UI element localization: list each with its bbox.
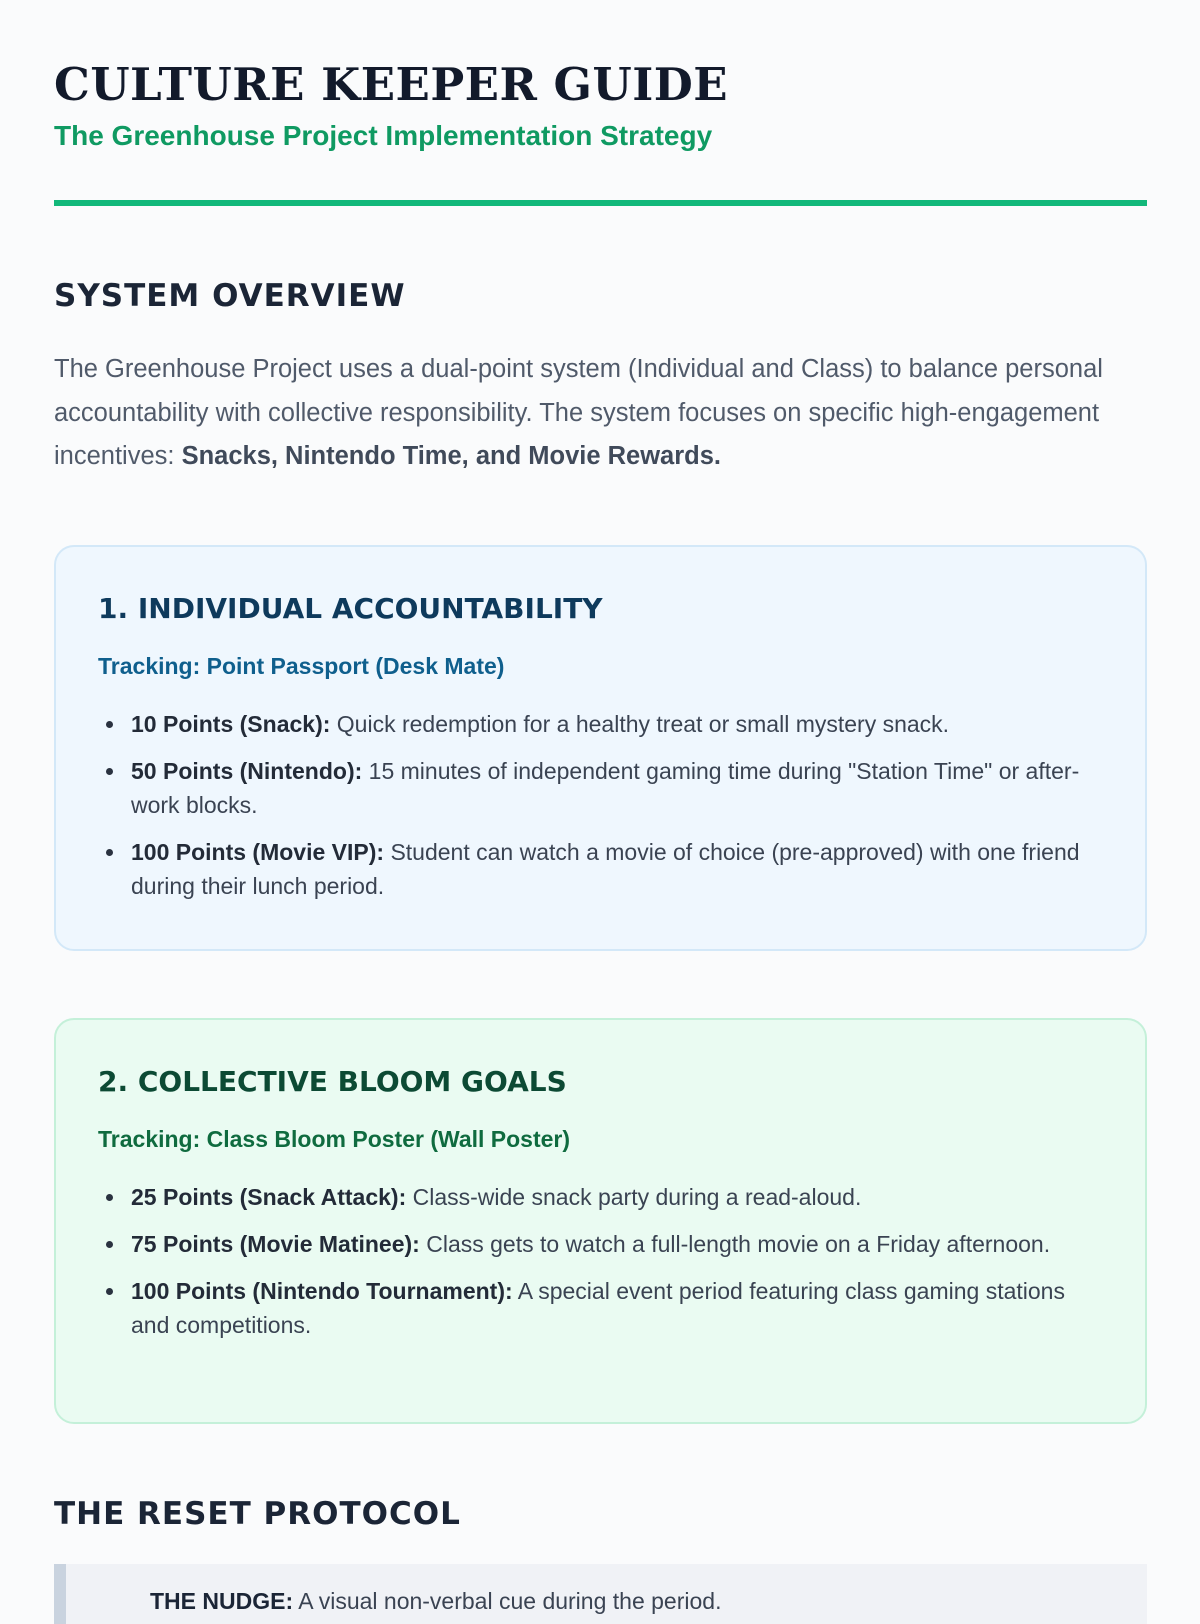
reward-points-label: 100 Points (Nintendo Tournament): xyxy=(131,1278,513,1304)
reward-description: Class-wide snack party during a read-aloud. xyxy=(406,1184,862,1210)
list-item xyxy=(98,754,1103,822)
individual-card-title: 1. INDIVIDUAL ACCOUNTABILITY xyxy=(98,592,603,625)
system-overview-paragraph xyxy=(54,348,1147,479)
overview-highlight: Snacks, Nintendo Time, and Movie Rewards. xyxy=(181,442,721,470)
collective-tracking-label: Tracking: Class Bloom Poster (Wall Poster) xyxy=(98,1126,571,1152)
collective-reward-list xyxy=(98,1180,1103,1342)
overview-body-text: The Greenhouse Project uses a dual-point system (Individual and Class) to balance personal accountability with collective responsibility. The system focuses on specific high-engagement incentives: xyxy=(54,355,1103,470)
reset-protocol-callout xyxy=(54,1564,1147,1624)
reset-protocol-heading: THE RESET PROTOCOL xyxy=(54,1496,461,1532)
reward-description: 15 minutes of independent gaming time during "Station Time" or after-work blocks. xyxy=(131,758,1080,818)
page-subtitle: The Greenhouse Project Implementation Strategy xyxy=(54,120,713,151)
list-item xyxy=(98,1227,1103,1261)
bullet-icon xyxy=(106,721,113,728)
reward-description: Student can watch a movie of choice (pre-approved) with one friend during their lunch period. xyxy=(131,839,1080,899)
list-item xyxy=(98,835,1103,903)
bullet-icon xyxy=(106,1241,113,1248)
page-title: CULTURE KEEPER GUIDE xyxy=(54,58,729,111)
reward-points-label: 50 Points (Nintendo): xyxy=(131,758,363,784)
reward-points-label: 100 Points (Movie VIP): xyxy=(131,839,385,865)
bullet-icon xyxy=(106,849,113,856)
reward-description: Quick redemption for a healthy treat or small mystery snack. xyxy=(330,711,950,737)
protocol-item-label: THE NUDGE: xyxy=(150,1588,294,1614)
list-item xyxy=(98,1180,1103,1214)
reward-points-label: 10 Points (Snack): xyxy=(131,711,331,737)
bullet-icon xyxy=(106,1288,113,1295)
individual-reward-list xyxy=(98,707,1103,903)
list-item xyxy=(98,1274,1103,1342)
collective-card-title: 2. COLLECTIVE BLOOM GOALS xyxy=(98,1065,567,1098)
reward-points-label: 75 Points (Movie Matinee): xyxy=(131,1231,420,1257)
reward-description: A special event period featuring class gaming stations and competitions. xyxy=(131,1278,1065,1338)
system-overview-heading: SYSTEM OVERVIEW xyxy=(54,278,406,314)
collective-bloom-card xyxy=(54,1018,1147,1424)
reward-points-label: 25 Points (Snack Attack): xyxy=(131,1184,407,1210)
protocol-item xyxy=(150,1586,721,1616)
bullet-icon xyxy=(106,768,113,775)
protocol-item-text: A visual non-verbal cue during the period. xyxy=(293,1588,722,1614)
bullet-icon xyxy=(106,1194,113,1201)
individual-tracking-label: Tracking: Point Passport (Desk Mate) xyxy=(98,653,505,679)
list-item xyxy=(98,707,1103,741)
title-divider xyxy=(54,200,1147,206)
individual-accountability-card xyxy=(54,545,1147,951)
reward-description: Class gets to watch a full-length movie on a Friday afternoon. xyxy=(419,1231,1051,1257)
